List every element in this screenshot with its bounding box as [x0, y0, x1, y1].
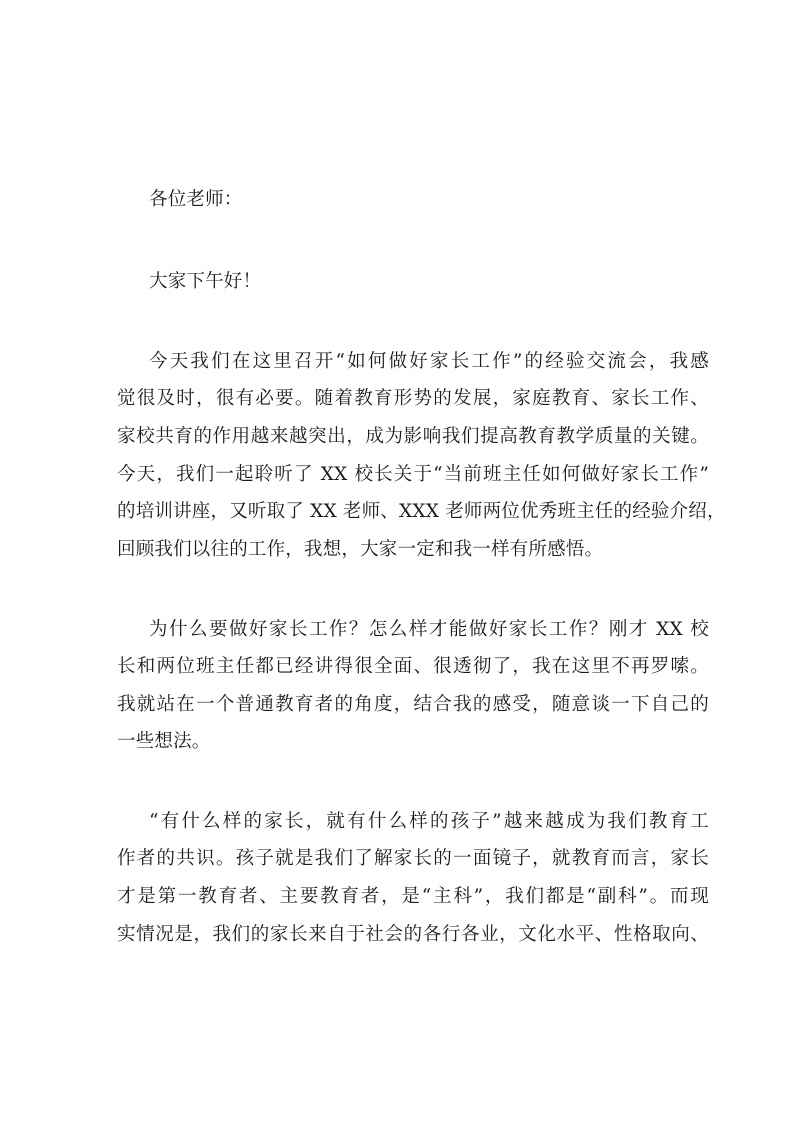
- paragraph-line: 为什么要做好家长工作？怎么样才能做好家长工作？刚才 XX 校: [149, 619, 709, 640]
- greeting: 大家下午好！: [149, 271, 262, 292]
- paragraph-line: 我就站在一个普通教育者的角度，结合我的感受，随意谈一下自己的: [117, 694, 709, 715]
- document-page: [117, 0, 726, 1122]
- paragraph-line: 今天我们在这里召开“如何做好家长工作”的经验交流会，我感: [149, 351, 709, 372]
- paragraph-line: 觉很及时，很有必要。随着教育形势的发展，家庭教育、家长工作、: [117, 388, 709, 409]
- salutation: 各位老师：: [149, 189, 243, 210]
- paragraph-line: 作者的共识。孩子就是我们了解家长的一面镜子，就教育而言，家长: [117, 848, 709, 869]
- paragraph-line: 回顾我们以往的工作，我想，大家一定和我一样有所感悟。: [117, 539, 604, 560]
- paragraph-line: 家校共育的作用越来越突出，成为影响我们提高教育教学质量的关键。: [117, 426, 709, 447]
- paragraph-line: 长和两位班主任都已经讲得很全面、很透彻了，我在这里不再罗嗦。: [117, 656, 709, 677]
- paragraph-line: 实情况是，我们的家长来自于社会的各行各业，文化水平、性格取向、: [117, 924, 709, 945]
- paragraph-line: 一些想法。: [117, 731, 211, 752]
- paragraph-line: “有什么样的家长，就有什么样的孩子”越来越成为我们教育工: [149, 811, 709, 832]
- paragraph-line: 今天，我们一起聆听了 XX 校长关于“当前班主任如何做好家长工作”: [117, 464, 709, 485]
- paragraph-line: 才是第一教育者、主要教育者，是“主科”，我们都是“副科”。而现: [117, 886, 709, 907]
- paragraph-line: 的培训讲座，又听取了 XX 老师、XXX 老师两位优秀班主任的经验介绍，: [117, 501, 726, 522]
